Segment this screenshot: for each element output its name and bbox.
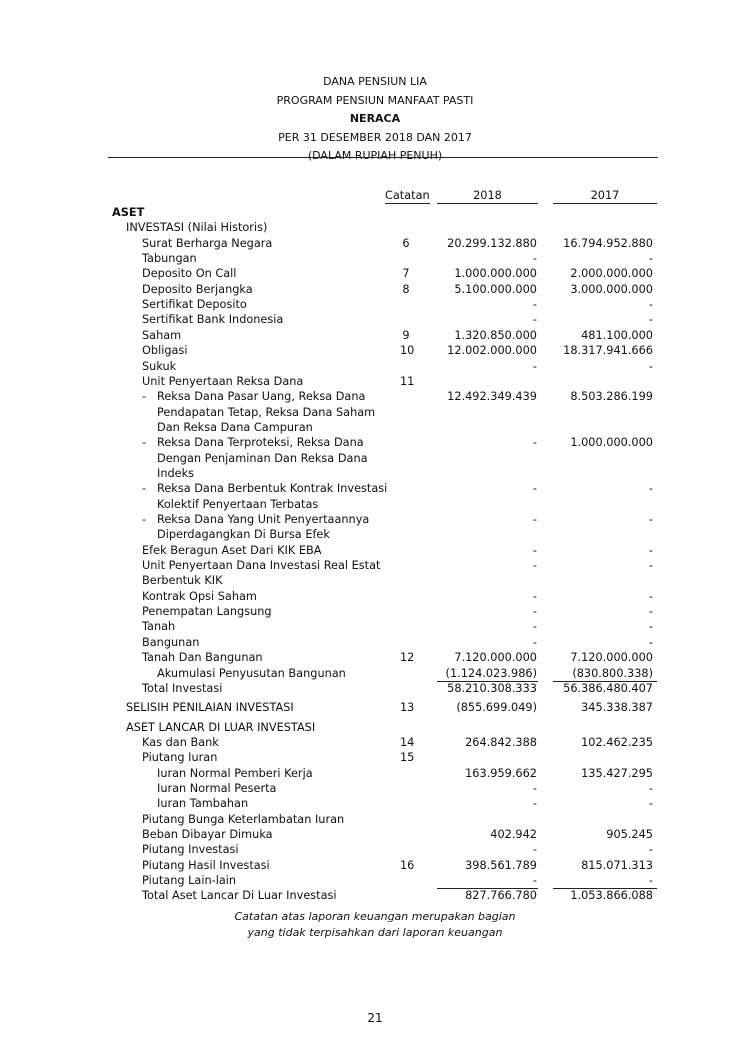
table-row — [0, 466, 750, 481]
table-row — [0, 389, 750, 404]
row-value-2018: (1.124.023.986) — [445, 666, 537, 680]
row-value-2018: 1.320.850.000 — [454, 328, 537, 342]
row-value-2017: 481.100.000 — [581, 328, 653, 342]
row-value-2018: - — [532, 436, 537, 450]
table-row — [0, 604, 750, 619]
row-value-2018: - — [532, 482, 537, 496]
row-value-2018: (855.699.049) — [456, 701, 537, 715]
row-value-2017: 1.053.866.088 — [570, 889, 653, 903]
row-value-2017: 102.462.235 — [581, 735, 653, 749]
table-row — [0, 858, 750, 873]
row-label: Kas dan Bank — [142, 735, 219, 749]
table-row — [0, 481, 750, 496]
row-value-2018: - — [532, 605, 537, 619]
row-value-2017: 18.317.941.666 — [563, 344, 653, 358]
row-label: Dan Reksa Dana Campuran — [157, 420, 313, 434]
row-value-2017: - — [648, 559, 653, 573]
row-value-2017: 135.427.295 — [581, 766, 653, 780]
table-row — [0, 619, 750, 634]
table-row — [0, 666, 750, 681]
row-label: Unit Penyertaan Reksa Dana — [142, 374, 304, 388]
row-label: Deposito Berjangka — [142, 282, 253, 296]
row-label: Kontrak Opsi Saham — [142, 589, 257, 603]
row-label: Indeks — [157, 466, 195, 480]
row-label: Sertifikat Bank Indonesia — [142, 313, 284, 327]
row-value-2018: - — [532, 313, 537, 327]
footer-note — [0, 909, 750, 941]
table-row — [0, 497, 750, 512]
row-value-2018: - — [532, 781, 537, 795]
row-value-2018: 398.561.789 — [465, 858, 537, 872]
row-value-2018: - — [532, 797, 537, 811]
table-row — [0, 359, 750, 374]
row-label: Iuran Tambahan — [157, 797, 249, 811]
row-value-2017: (830.800.338) — [572, 666, 653, 680]
row-value-2018: 402.942 — [490, 828, 537, 841]
row-value-2017: 2.000.000.000 — [570, 267, 653, 281]
column-header-note: Catatan — [385, 189, 430, 202]
table-row — [0, 827, 750, 842]
row-value-2017: - — [648, 313, 653, 327]
row-value-2017: - — [648, 589, 653, 603]
table-row — [0, 873, 750, 888]
row-label: Piutang Bunga Keterlambatan Iuran — [142, 812, 345, 826]
row-value-2017: - — [648, 781, 653, 795]
table-row — [0, 589, 750, 604]
table-row — [0, 205, 750, 220]
row-label: Total Aset Lancar Di Luar Investasi — [142, 889, 337, 903]
row-label: Pendapatan Tetap, Reksa Dana Saham — [157, 405, 376, 419]
report-period: PER 31 DESEMBER 2018 DAN 2017 — [278, 130, 472, 144]
row-value-2018: - — [532, 589, 537, 603]
footer-note-line1: Catatan atas laporan keuangan merupakan bagian — [234, 910, 516, 923]
row-value-2018: 827.766.780 — [465, 889, 537, 903]
table-row — [0, 266, 750, 281]
bullet-dash: - — [142, 390, 147, 404]
row-label: Reksa Dana Yang Unit Penyertaannya — [157, 513, 370, 526]
row-value-2018: 12.492.349.439 — [447, 390, 537, 404]
row-value-2018: 12.002.000.000 — [447, 344, 537, 358]
statement-title: NERACA — [349, 112, 401, 125]
row-label: Tanah — [142, 620, 176, 634]
row-label: Reksa Dana Berbentuk Kontrak Investasi — [157, 482, 388, 496]
currency-note: (DALAM RUPIAH PENUH) — [307, 149, 443, 162]
row-value-2017: 8.503.286.199 — [570, 390, 653, 404]
row-label: ASET LANCAR DI LUAR INVESTASI — [126, 720, 316, 734]
row-label: Tanah Dan Bangunan — [142, 651, 263, 665]
company-name: DANA PENSIUN LIA — [323, 75, 427, 88]
table-row — [0, 650, 750, 665]
table-row — [0, 220, 750, 235]
table-row — [0, 405, 750, 420]
row-value-2018: - — [532, 252, 537, 266]
row-value-2017: - — [648, 874, 653, 888]
table-row — [0, 512, 750, 527]
row-value-2018: 58.210.308.333 — [447, 681, 537, 695]
table-row — [0, 735, 750, 750]
row-label: Kolektif Penyertaan Terbatas — [157, 497, 319, 511]
table-row — [0, 282, 750, 297]
row-value-2017: - — [648, 620, 653, 634]
bullet-dash: - — [142, 513, 147, 526]
row-label: SELISIH PENILAIAN INVESTASI — [126, 701, 294, 715]
row-note: 12 — [400, 651, 415, 665]
row-label: Deposito On Call — [142, 267, 237, 281]
table-row — [0, 700, 750, 715]
row-value-2018: - — [532, 874, 537, 888]
row-value-2017: - — [648, 843, 653, 857]
table-row — [0, 328, 750, 343]
row-value-2017: 815.071.313 — [581, 858, 653, 872]
report-header — [0, 73, 750, 166]
row-label: Tabungan — [142, 252, 197, 266]
row-label: INVESTASI (Nilai Historis) — [126, 221, 268, 235]
row-label: Sertifikat Deposito — [142, 298, 247, 312]
row-value-2017: - — [648, 513, 653, 526]
row-value-2017: 56.386.480.407 — [563, 681, 653, 695]
column-header-2018: 2018 — [437, 189, 538, 204]
row-label: Akumulasi Penyusutan Bangunan — [157, 666, 346, 680]
program-name: PROGRAM PENSIUN MANFAAT PASTI — [276, 93, 474, 107]
row-label: Sukuk — [142, 359, 177, 373]
table-row — [0, 558, 750, 573]
row-value-2018: 163.959.662 — [465, 766, 537, 780]
row-label: Berbentuk KIK — [142, 574, 223, 588]
table-row — [0, 796, 750, 811]
row-value-2017: - — [648, 797, 653, 811]
table-row — [0, 812, 750, 827]
row-label: Total Investasi — [142, 681, 223, 695]
row-value-2017: - — [648, 298, 653, 312]
row-value-2018: 5.100.000.000 — [454, 282, 537, 296]
header-divider — [108, 157, 658, 158]
row-label: Surat Berharga Negara — [142, 236, 273, 250]
row-label: Penempatan Langsung — [142, 605, 272, 619]
row-value-2017: - — [648, 635, 653, 649]
row-label: Piutang Lain-lain — [142, 874, 237, 888]
row-label: Bangunan — [142, 635, 200, 649]
row-note: 11 — [400, 374, 415, 388]
table-row — [0, 781, 750, 796]
table-row — [0, 236, 750, 251]
row-label: Piutang Iuran — [142, 751, 218, 765]
row-label: Unit Penyertaan Dana Investasi Real Estat — [142, 559, 381, 573]
row-note: 10 — [400, 344, 415, 358]
row-value-2017: 16.794.952.880 — [563, 236, 653, 250]
row-label: Reksa Dana Pasar Uang, Reksa Dana — [157, 390, 366, 404]
table-row — [0, 635, 750, 650]
row-note: 15 — [400, 751, 415, 765]
page-number: 21 — [367, 1011, 383, 1025]
row-value-2018: - — [532, 298, 537, 312]
table-row — [0, 766, 750, 781]
row-value-2017: 1.000.000.000 — [570, 436, 653, 450]
row-value-2018: 20.299.132.880 — [447, 236, 537, 250]
table-row — [0, 750, 750, 765]
table-row — [0, 681, 750, 696]
row-note: 7 — [402, 267, 410, 281]
table-row — [0, 888, 750, 903]
row-value-2018: 264.842.388 — [465, 735, 537, 749]
row-value-2018: - — [532, 635, 537, 649]
table-row — [0, 842, 750, 857]
row-note: 14 — [400, 735, 415, 749]
row-value-2017: - — [648, 482, 653, 496]
bullet-dash: - — [142, 482, 147, 496]
row-value-2018: 1.000.000.000 — [454, 267, 537, 281]
table-row — [0, 720, 750, 735]
row-label: Reksa Dana Terproteksi, Reksa Dana — [157, 436, 364, 450]
bullet-dash: - — [142, 436, 147, 450]
table-row — [0, 251, 750, 266]
row-value-2018: - — [532, 359, 537, 373]
row-note: 13 — [400, 701, 415, 715]
row-value-2018: - — [532, 543, 537, 557]
row-value-2017: 905.245 — [606, 828, 653, 841]
row-label: Piutang Hasil Investasi — [142, 858, 270, 872]
row-value-2018: 7.120.000.000 — [454, 651, 537, 665]
column-header-2017: 2017 — [553, 189, 657, 204]
table-row — [0, 451, 750, 466]
row-value-2018: - — [532, 513, 537, 526]
row-value-2018: - — [532, 843, 537, 857]
table-row — [0, 435, 750, 450]
row-label: Iuran Normal Pemberi Kerja — [157, 766, 313, 780]
table-row — [0, 297, 750, 312]
row-label: Saham — [142, 328, 182, 342]
row-label: Iuran Normal Peserta — [157, 781, 277, 795]
row-note: 6 — [402, 236, 410, 250]
row-value-2017: 7.120.000.000 — [570, 651, 653, 665]
row-label: Obligasi — [142, 344, 188, 358]
row-note: 16 — [400, 858, 415, 872]
row-value-2017: 345.338.387 — [581, 701, 653, 715]
row-value-2018: - — [532, 620, 537, 634]
row-label: Piutang Investasi — [142, 843, 239, 857]
table-row — [0, 374, 750, 389]
row-label: Diperdagangkan Di Bursa Efek — [157, 528, 330, 542]
row-value-2017: - — [648, 605, 653, 619]
footer-note-line2: yang tidak terpisahkan dari laporan keuangan — [247, 926, 503, 939]
table-row — [0, 543, 750, 558]
row-label: Beban Dibayar Dimuka — [142, 828, 273, 841]
row-value-2017: - — [648, 543, 653, 557]
row-value-2017: 3.000.000.000 — [570, 282, 653, 296]
row-label: Dengan Penjaminan Dan Reksa Dana — [157, 451, 368, 465]
table-row — [0, 312, 750, 327]
table-row — [0, 573, 750, 588]
table-row — [0, 420, 750, 435]
row-label: Efek Beragun Aset Dari KIK EBA — [142, 543, 322, 557]
row-note: 8 — [402, 282, 410, 296]
table-row — [0, 527, 750, 542]
table-row — [0, 343, 750, 358]
row-value-2017: - — [648, 252, 653, 266]
row-value-2018: - — [532, 559, 537, 573]
row-value-2017: - — [648, 359, 653, 373]
row-note: 9 — [402, 328, 410, 342]
row-label: ASET — [112, 206, 145, 219]
